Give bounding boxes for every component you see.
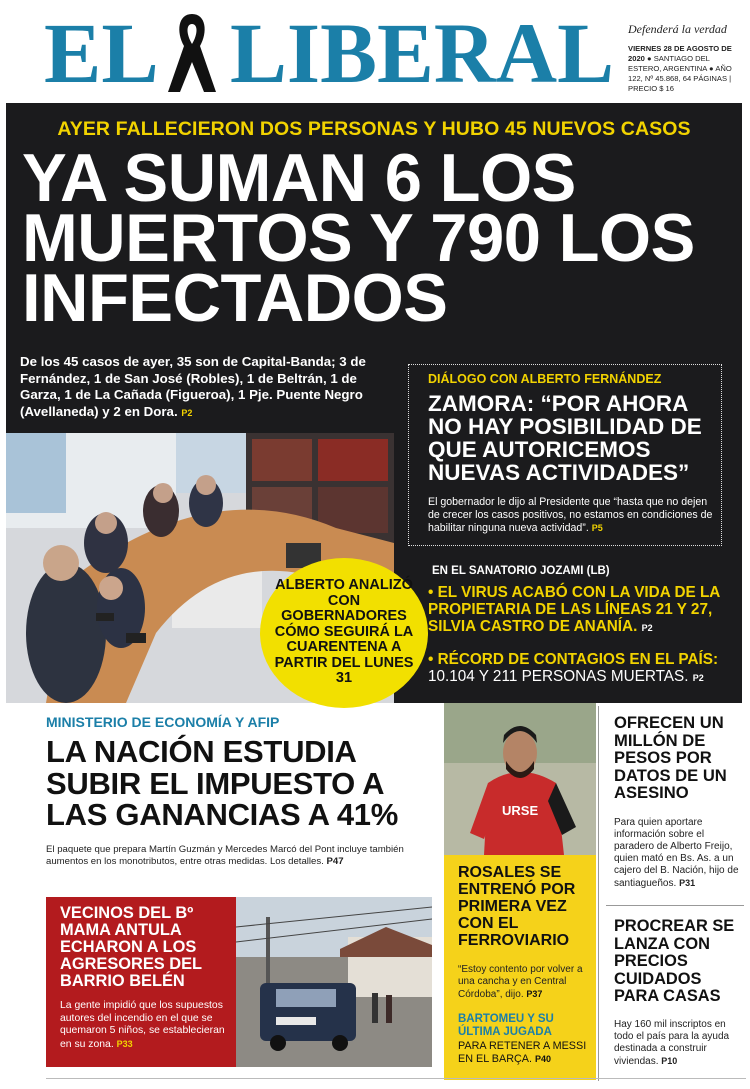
dialog-body — [428, 496, 713, 535]
edition-price: PRECIO $ 16 — [628, 84, 675, 93]
column-divider — [598, 706, 599, 1081]
edition-number: Nº 45.868, 64 PÁGINAS — [644, 74, 728, 83]
dialog-headline[interactable]: ZAMORA: “POR AHORA NO HAY POSIBILIDAD DE QUE AUTORICEMOS NUEVAS ACTIVIDADES” — [428, 391, 702, 485]
mourning-ribbon-icon — [168, 14, 216, 92]
edition-date: VIERNES 28 DE AGOSTO DE 2020 — [628, 44, 732, 63]
economy-headline[interactable]: LA NACIÓN ESTUDIA SUBIR EL IMPUESTO A LAS GANANCIAS A 41% — [46, 734, 398, 832]
page-ref: P31 — [679, 878, 696, 888]
sanatorio-kicker: EN EL SANATORIO JOZAMI (LB) — [432, 565, 610, 577]
rosales-body-text: “Estoy contento por volver a una cancha y en Central Córdoba”, dijo. — [458, 964, 583, 1000]
economy-kicker: MINISTERIO DE ECONOMÍA Y AFIP — [46, 714, 280, 730]
economy-body-text: El paquete que prepara Martín Guzmán y Mercedes Marcó del Pont incluye también aumentos en los monotributos, entre otras medidas. Los detalles. — [46, 844, 404, 867]
bullet-icon: ● — [709, 64, 716, 73]
page-ref: P2 — [181, 407, 193, 418]
rosales-body — [458, 964, 592, 1001]
page-ref: P47 — [326, 856, 344, 867]
sanatorio-item[interactable] — [428, 584, 724, 637]
page-ref: P2 — [641, 623, 653, 633]
jersey-sponsor: URSE — [502, 803, 539, 818]
rosales-headline[interactable]: ROSALES SE ENTRENÓ POR PRIMERA VEZ CON EL FERROVIARIO — [458, 864, 576, 949]
rosales-photo — [444, 703, 596, 855]
economy-body — [46, 844, 436, 868]
newspaper-logo[interactable] — [44, 8, 614, 92]
sanatorio-item-text: • EL VIRUS ACABÓ CON LA VIDA DE LA PROPIETARIA DE LAS LÍNEAS 21 Y 27, SILVIA CASTRO DE ANANÍA. — [428, 584, 720, 635]
police-photo — [236, 897, 432, 1067]
circle-text[interactable]: ALBERTO ANALIZÓ CON GOBERNADORES CÓMO SEGUIRÁ LA CUARENTENA A PARTIR DEL LUNES 31 — [274, 577, 414, 686]
bartomeu-body-text: PARA RETENER A MESSI EN EL BARÇA. — [458, 1040, 587, 1065]
edition-info — [628, 44, 744, 94]
dialog-body-text: El gobernador le dijo al Presidente que “hasta que no dejen de crecer los casos positivos, no estamos en condiciones de habilitar ninguna nueva actividad”. — [428, 496, 713, 534]
bullet-icon: ● — [647, 54, 654, 63]
page-ref: P2 — [692, 673, 704, 683]
bartomeu-kicker[interactable]: BARTOMEU Y SU ÚLTIMA JUGADA — [458, 1013, 554, 1038]
edition-year: AÑO 122, — [628, 64, 732, 83]
edition-place: SANTIAGO DEL ESTERO, ARGENTINA — [628, 54, 710, 73]
page-ref: P5 — [591, 523, 603, 533]
divider: | — [729, 74, 732, 83]
logo-left-text: EL — [44, 8, 159, 92]
procrear-body-text: Hay 160 mil inscriptos en todo el país para la ayuda destinada a construir viviendas. — [614, 1019, 730, 1067]
bottom-rule — [46, 1078, 746, 1079]
bartomeu-body — [458, 1040, 592, 1066]
asesino-body — [614, 817, 744, 890]
lead-body — [20, 354, 400, 421]
record-item[interactable] — [428, 651, 724, 687]
record-item-text: 10.104 Y 211 PERSONAS MUERTAS. — [428, 668, 689, 685]
procrear-headline[interactable]: PROCREAR SE LANZA CON PRECIOS CUIDADOS PARA CASAS — [614, 917, 735, 1005]
red-story-headline[interactable]: VECINOS DEL Bº MAMA ANTULA ECHARON A LOS AGRESORES DEL BARRIO BELÉN — [60, 904, 202, 990]
page-ref: P40 — [535, 1054, 552, 1064]
asesino-body-text: Para quien aportare información sobre el paradero de Alberto Freijo, quien mató en Bs. As. a un cajero del B. Nación, hijo de santiagueños. — [614, 817, 739, 889]
dialog-kicker: DIÁLOGO CON ALBERTO FERNÁNDEZ — [428, 372, 662, 386]
page-ref: P33 — [116, 1038, 133, 1049]
procrear-body — [614, 1019, 744, 1068]
red-story-body — [60, 1000, 232, 1051]
motto: Defenderá la verdad — [628, 22, 727, 36]
page-ref: P10 — [661, 1056, 678, 1066]
record-item-bold: • RÉCORD DE CONTAGIOS EN EL PAÍS: — [428, 651, 719, 668]
story-divider — [606, 905, 744, 906]
lead-headline[interactable]: YA SUMAN 6 LOS MUERTOS Y 790 LOS INFECTADOS — [22, 140, 695, 336]
asesino-headline[interactable]: OFRECEN UN MILLÓN DE PESOS POR DATOS DE UN ASESINO — [614, 713, 727, 802]
lead-body-text: De los 45 casos de ayer, 35 son de Capital-Banda; 3 de Fernández, 1 de San José (Robles), 1 de Beltrán, 1 de Garza, 1 de La Cañada (Figueroa), 1 Pje. Puente Negro (Avellaneda) y 2 en Dora. — [20, 354, 366, 419]
page-ref: P37 — [526, 989, 543, 999]
red-story-body-text: La gente impidió que los supuestos autores del incendio en el que se quemaron 5 niños, se establecieran en su zona. — [60, 1000, 225, 1050]
logo-right-text: LIBERAL — [230, 8, 614, 92]
lead-kicker: AYER FALLECIERON DOS PERSONAS Y HUBO 45 NUEVOS CASOS — [57, 118, 691, 140]
